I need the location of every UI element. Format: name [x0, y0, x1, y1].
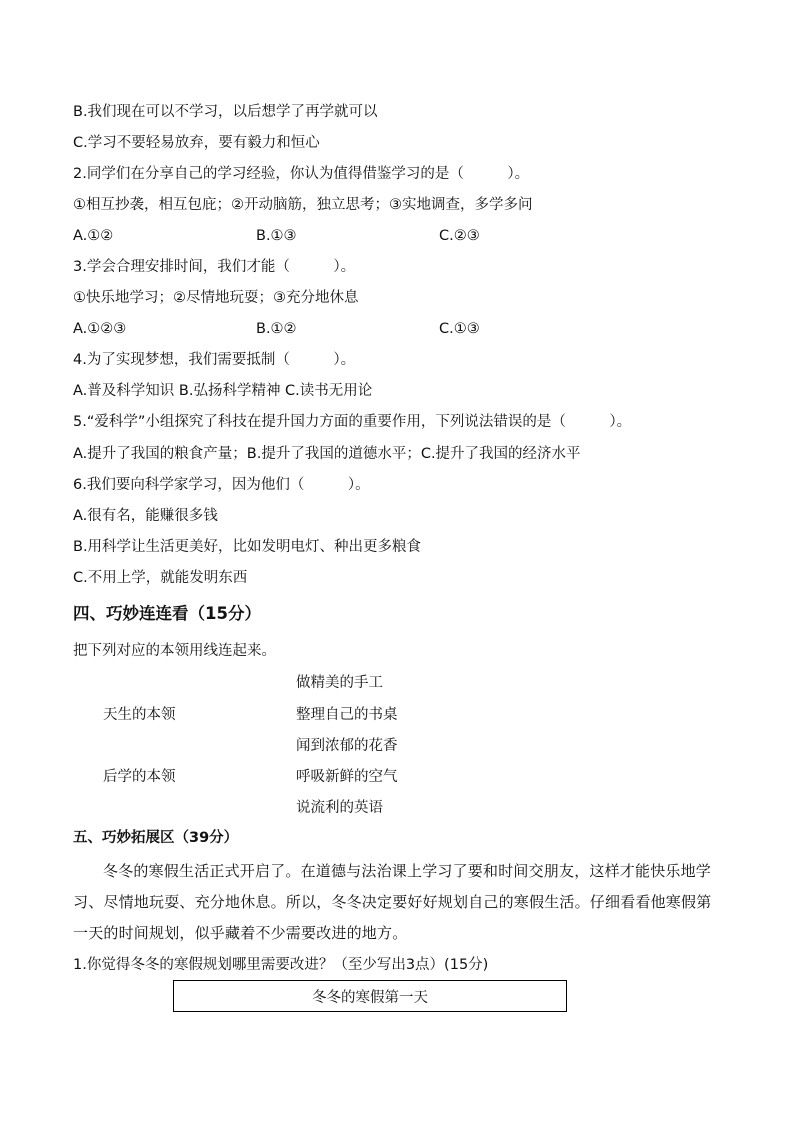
q2-option-b: B.①③: [256, 228, 297, 244]
q1-option-c: C.学习不要轻易放弃，要有毅力和恒心: [73, 135, 320, 151]
q5-options: A.提升了我国的粮食产量；B.提升了我国的道德水平；C.提升了我国的经济水平: [73, 446, 581, 462]
section-5-paragraph: 冬冬的寒假生活正式开启了。在道德与法治课上学习了要和时间交朋友，这样才能快乐地学习、尽情地玩耍、充分地休息。所以，冬冬决定要好好规划自己的寒假生活。仔细看看他寒假第一天的时间规划，似乎藏着不少需要改进的地方。: [73, 862, 712, 942]
match-right-item: 说流利的英语: [296, 800, 383, 816]
match-left-item: 后学的本领: [103, 769, 176, 785]
section-4-title: 四、巧妙连连看（15分）: [73, 604, 261, 623]
q2-statements: ①相互抄袭，相互包庇；②开动脑筋，独立思考；③实地调查，多学多问: [73, 197, 533, 213]
match-left-item: 天生的本领: [103, 707, 176, 723]
q3-option-c: C.①③: [439, 321, 480, 337]
question-5: 5.“爱科学”小组探究了科技在提升国力方面的重要作用，下列说法错误的是（ ）。: [73, 414, 632, 430]
question-4: 4.为了实现梦想，我们需要抵制（ ）。: [73, 352, 356, 368]
match-right-item: 闻到浓郁的花香: [296, 738, 398, 754]
q4-options: A.普及科学知识 B.弘扬科学精神 C.读书无用论: [73, 383, 373, 399]
match-right-item: 整理自己的书桌: [296, 707, 398, 723]
question-2: 2.同学们在分享自己的学习经验，你认为值得借鉴学习的是（ ）。: [73, 166, 530, 182]
schedule-table-header: [173, 980, 567, 1012]
q2-option-c: C.②③: [439, 228, 480, 244]
schedule-table-title: 冬冬的寒假第一天: [312, 989, 428, 1006]
q1-option-b: B.我们现在可以不学习，以后想学了再学就可以: [73, 104, 378, 120]
match-right-item: 呼吸新鲜的空气: [296, 769, 398, 785]
section-5-title: 五、巧妙拓展区（39分）: [73, 830, 239, 846]
q2-option-a: A.①②: [73, 228, 114, 244]
question-6: 6.我们要向科学家学习，因为他们（ ）。: [73, 477, 370, 493]
section-4-instruction: 把下列对应的本领用线连起来。: [73, 643, 276, 659]
q3-option-a: A.①②③: [73, 321, 127, 337]
q3-option-b: B.①②: [256, 321, 297, 337]
question-3: 3.学会合理安排时间，我们才能（ ）。: [73, 259, 356, 275]
section-5-question-1: 1.你觉得冬冬的寒假规划哪里需要改进？（至少写出3点）(15分): [73, 957, 489, 973]
q3-statements: ①快乐地学习；②尽情地玩耍；③充分地休息: [73, 290, 359, 306]
q6-option-a: A.很有名，能赚很多钱: [73, 508, 218, 524]
q6-option-c: C.不用上学，就能发明东西: [73, 570, 248, 586]
q6-option-b: B.用科学让生活更美好，比如发明电灯、种出更多粮食: [73, 539, 422, 555]
match-right-item: 做精美的手工: [296, 675, 383, 691]
